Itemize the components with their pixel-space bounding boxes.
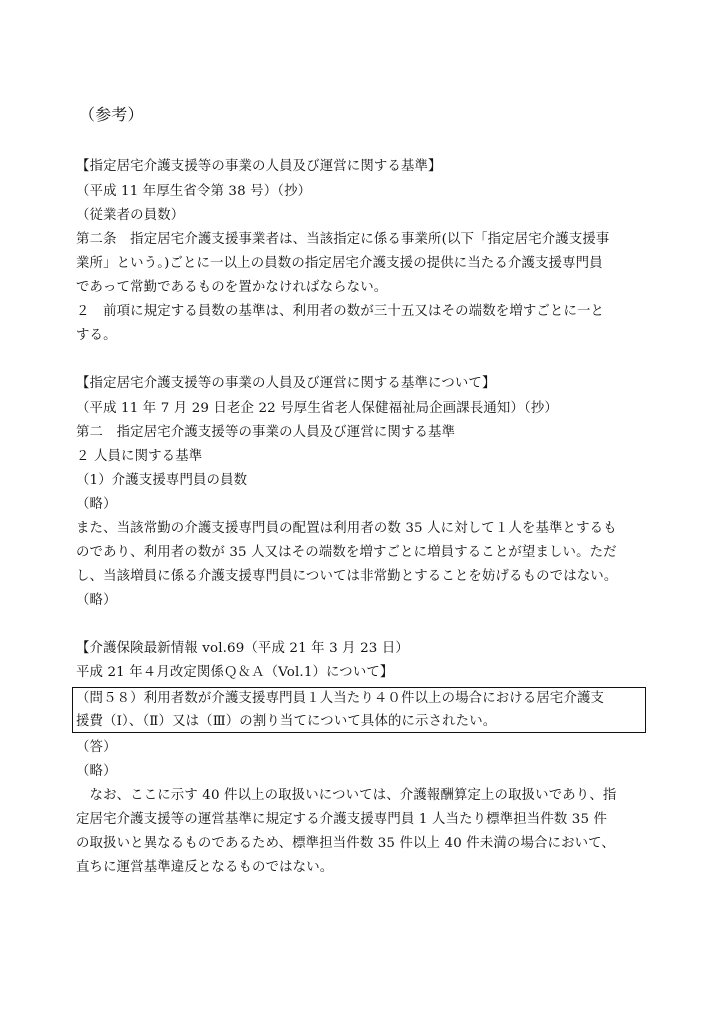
- answer-label: （答）: [76, 740, 117, 755]
- answer-text-line: 定居宅介護支援等の運営基準に規定する介護支援専門員 1 人当たり標準担当件数 35 件: [76, 812, 608, 827]
- section1-text-line: であって常勤であるものを置かなければならない。: [76, 280, 388, 295]
- section2-text-line: のであり、利用者の数が 35 人又はその端数を増すごとに増員することが望ましい。ただ: [76, 545, 617, 560]
- section1-text-line: する。: [76, 328, 117, 343]
- section2-text-line: （略）: [76, 497, 117, 512]
- question-text-line: （問５８）利用者数が介護支援専門員１人当たり４０件以上の場合における居宅介護支: [76, 691, 605, 706]
- section1-title: 【指定居宅介護支援等の事業の人員及び運営に関する基準】: [76, 159, 442, 174]
- section1-text-line: ２ 前項に規定する員数の基準は、利用者の数が三十五又はその端数を増すごとに一と: [76, 304, 605, 319]
- section1-source: （平成 11 年厚生省令第 38 号）（抄）: [76, 184, 312, 199]
- section2-text-line: （略）: [76, 593, 117, 608]
- document-heading: （参考）: [79, 105, 144, 124]
- section1-text-line: 第二条 指定居宅介護支援事業者は、当該指定に係る事業所(以下「指定居宅介護支援事: [76, 232, 610, 247]
- section3-title: 【介護保険最新情報 vol.69（平成 21 年 3 月 23 日）: [76, 641, 409, 656]
- section3-title: 平成 21 年４月改定関係Ｑ＆Ａ（Vol.1）について】: [76, 665, 394, 680]
- answer-text-line: の取扱いと異なるものであるため、標準担当件数 35 件以上 40 件未満の場合において、: [76, 836, 615, 851]
- answer-text-line: なお、ここに示す 40 件以上の取扱いについては、介護報酬算定上の取扱いであり、指: [76, 788, 617, 803]
- answer-text-line: 直ちに運営基準違反となるものではない。: [76, 860, 334, 875]
- answer-omitted: （略）: [76, 764, 117, 779]
- section2-source: （平成 11 年 7 月 29 日老企 22 号厚生省老人保健福祉局企画課長通知）（抄）: [76, 401, 558, 416]
- section2-text-line: （1）介護支援専門員の員数: [76, 473, 248, 488]
- section2-title: 【指定居宅介護支援等の事業の人員及び運営に関する基準について】: [76, 376, 496, 391]
- section2-text-line: 第二 指定居宅介護支援等の事業の人員及び運営に関する基準: [76, 425, 456, 440]
- section2-text-line: また、当該常勤の介護支援専門員の配置は利用者の数 35 人に対して１人を基準とするも: [76, 521, 617, 536]
- section1-subtitle: （従業者の員数）: [76, 208, 185, 223]
- question-text-line: 援費（Ⅰ）、（Ⅱ）又は（Ⅲ）の割り当てについて具体的に示されたい。: [76, 714, 497, 729]
- section1-text-line: 業所」という。)ごとに一以上の員数の指定居宅介護支援の提供に当たる介護支援専門員: [76, 256, 603, 271]
- section2-text-line: し、当該増員に係る介護支援専門員については非常勤とすることを妨げるものではない。: [76, 569, 618, 584]
- section2-text-line: ２ 人員に関する基準: [76, 449, 203, 464]
